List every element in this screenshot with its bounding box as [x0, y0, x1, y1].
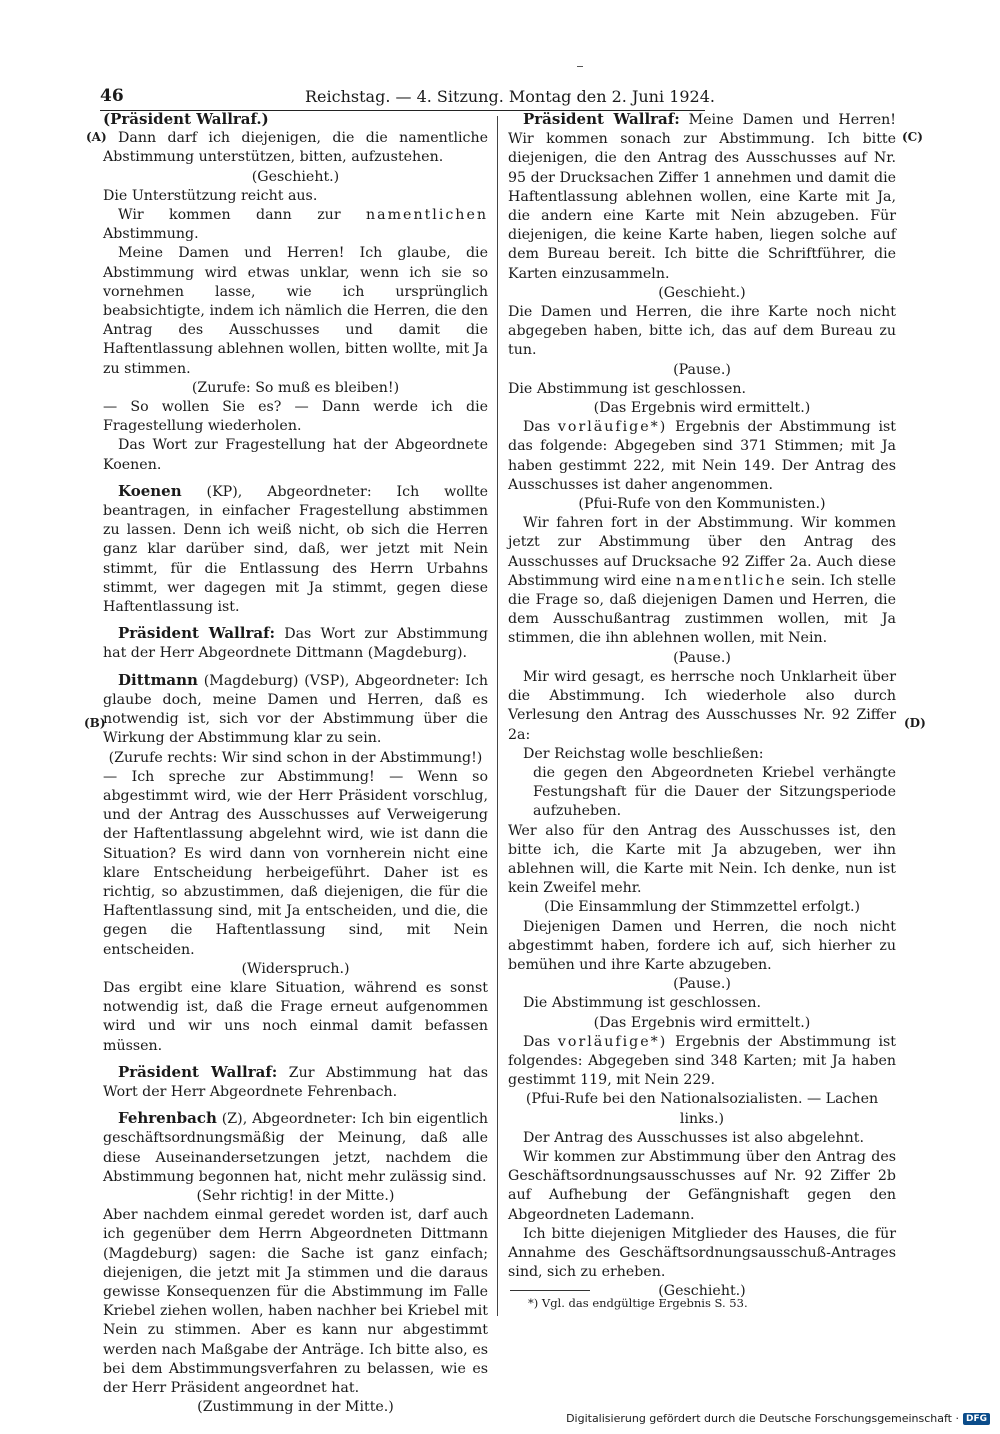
paragraph: Der Antrag des Ausschusses ist also abgelehnt.: [523, 1129, 864, 1146]
paragraph: — So wollen Sie es? — Dann werde ich die Fragestellung wiederholen.: [103, 399, 488, 435]
speech-fehrenbach: [103, 1109, 488, 1187]
paragraph: Aber nachdem einmal geredet worden ist, darf auch ich gegenüber dem Herrn Abgeordneten Dittmann (Magdeburg) sagen: die Sache ist ganz einfach; diejenigen, die jetzt mit Ja stimmen und die daraus gewisse Konsequenzen für die Abstimmung im Falle Kriebel ziehen wollen, haben nachher bei Kriebel mit Nein zu stimmen. Aber es kann nur abgestimmt werden nach Maßgabe der Anträge. Ich bitte also, es bei dem Abstimmungsverfahren zu belassen, wie es der Herr Präsident angeordnet hat.: [103, 1207, 488, 1396]
stage-direction: (Pause.): [673, 361, 731, 378]
margin-mark-c: (C): [902, 130, 923, 144]
stage-direction: (Das Ergebnis wird ermittelt.): [593, 400, 811, 417]
speech-text: (KP), Abgeordneter: Ich wollte beantragen, in einfacher Fragestellung abstimmen zu lassen. Denn ich weiß nicht, ob sich die Herren ganz klar darüber sind, daß, wer jetzt mit Nein stimmt, für die Entlassung des Herrn Urbahns stimmt, wer dagegen mit Ja stimmt, gegen diese Haftentlassung ist.: [103, 483, 488, 616]
paragraph: [508, 514, 896, 648]
text: Das: [523, 1033, 551, 1050]
speaker-name: Präsident Wallraf:: [118, 1062, 278, 1081]
margin-mark-d: (D): [904, 716, 926, 730]
speech-praesident: [103, 1063, 488, 1102]
page-number: 46: [100, 86, 124, 106]
paragraph: Die Damen und Herren, die ihre Karte noch nicht abgegeben haben, bitte ich, das auf dem Bureau zu tun.: [508, 304, 896, 359]
paragraph: [508, 1033, 896, 1091]
column-divider: [497, 116, 498, 1316]
page-header: [100, 84, 715, 111]
text: Wir fahren fort in der Abstimmung. Wir kommen jetzt zur Abstimmung über den Antrag des Ausschusses auf Drucksache 92 Ziffer 2a. Auch diese Abstimmung wird eine: [508, 515, 896, 589]
footnote: *) Vgl. das endgültige Ergebnis S. 53.: [528, 1296, 748, 1310]
running-head: Reichstag. — 4. Sitzung. Montag den 2. Juni 1924.: [305, 87, 715, 106]
margin-mark-a: (A): [86, 130, 107, 144]
stage-direction: (Geschieht.): [251, 168, 340, 185]
stage-direction: (Zurufe rechts: Wir sind schon in der Abstimmung!): [108, 749, 483, 766]
paragraph: Das ergibt eine klare Situation, während es sonst notwendig ist, daß die Frage erneut aufgenommen wird und wir uns noch einmal damit befassen müssen.: [103, 979, 488, 1054]
stage-direction: (Zustimmung in der Mitte.): [197, 1399, 394, 1416]
text: Wir kommen dann zur: [118, 207, 341, 224]
stage-direction: (Pause.): [673, 649, 731, 666]
text: sein. Ich stelle die Frage so, daß diejenigen Damen und Herren, die dem Ausschußantrag zustimmen wollen, mit Ja stimmen, die ihn ablehnen wollen, mit Nein.: [508, 572, 896, 647]
paragraph: Die Abstimmung ist geschlossen.: [523, 995, 761, 1012]
paragraph: Die Unterstützung reicht aus.: [103, 187, 318, 204]
paragraph: — Ich spreche zur Abstimmung! — Wenn so abgestimmt wird, wie der Herr Präsident vorschlug, und der Antrag des Ausschusses auf Verweigerung der Haftentlassung abgelehnt wird, wie ist dann die Situation? Es wird dann von vornherein nicht eine klare Entscheidung herbeigeführt. Daher ist es richtig, so abzustimmen, daß diejenigen, die für die Haftentlassung sind, mit Ja entscheiden, und die, die gegen die Haftentlassung sind, mit Nein entscheiden.: [103, 768, 488, 958]
paragraph: [103, 206, 488, 244]
text: Ergebnis der Abstimmung ist das folgende: Abgegeben sind 371 Stimmen; mit Ja haben gestimmt 222, mit Nein 149. Der Antrag des Ausschusses ist daher angenommen.: [508, 419, 897, 493]
stage-direction: (Pfui-Rufe bei den Nationalsozialisten. — Lachen links.): [525, 1091, 879, 1127]
left-column: [103, 110, 488, 1417]
paragraph: Das Wort zur Fragestellung hat der Abgeordnete Koenen.: [103, 437, 488, 473]
stage-direction: (Widerspruch.): [241, 960, 350, 977]
stage-direction: (Zurufe: So muß es bleiben!): [191, 379, 400, 396]
stage-direction: (Pfui-Rufe von den Kommunisten.): [578, 496, 826, 513]
credit-text: Digitalisierung gefördert durch die Deutsche Forschungsgemeinschaft ·: [566, 1412, 959, 1425]
stage-direction: (Sehr richtig! in der Mitte.): [196, 1187, 395, 1204]
emphasis: vorläufige*): [557, 419, 668, 436]
speech-text: Das Wort zur Abstimmung hat der Herr Abgeordnete Dittmann (Magdeburg).: [103, 626, 488, 662]
speaker-name: Dittmann: [118, 670, 198, 689]
paragraph: Mir wird gesagt, es herrsche noch Unklarheit über die Abstimmung. Ich wiederhole also durch Verlesung den Antrag des Ausschusses Nr. 92 Ziffer 2a:: [508, 668, 896, 743]
right-column: [508, 110, 896, 1302]
speech-praesident: [508, 110, 896, 284]
speech-dittmann: [103, 671, 488, 749]
continued-speaker: (Präsident Wallraf.): [103, 110, 269, 128]
digitization-credit: [566, 1412, 990, 1425]
speaker-name: Präsident Wallraf:: [523, 110, 680, 128]
paragraph: Wer also für den Antrag des Ausschusses ist, den bitte ich, die Karte mit Ja abzugeben, wer ihn ablehnen will, die Karte mit Nein. Ich denke, nun ist kein Zweifel mehr.: [508, 822, 896, 897]
text: Ergebnis der Abstimmung ist folgendes: Abgegeben sind 348 Karten; mit Ja haben gestimmt 119, mit Nein 229.: [508, 1033, 897, 1089]
emphasis: namentliche: [675, 572, 787, 589]
stage-direction: (Die Einsammlung der Stimmzettel erfolgt.): [543, 899, 861, 916]
paragraph: Meine Damen und Herren! Ich glaube, die Abstimmung wird etwas unklar, wenn ich sie so vornehmen lasse, wie ich ursprünglich beabsichtigte, indem ich nämlich die Herren, die den Antrag des Ausschusses und damit die Haftentlassung ablehnen wollen, bitten wollte, mit Ja zu stimmen.: [103, 245, 488, 377]
paragraph: Wir kommen zur Abstimmung über den Antrag des Geschäftsordnungsausschusses auf Nr. 92 Ziffer 2b auf Aufhebung der Gefängnishaft gegen den Abgeordneten Lademann.: [508, 1148, 896, 1223]
dfg-logo: DFG: [963, 1413, 990, 1425]
print-mark: [577, 66, 583, 67]
margin-mark-b: (B): [84, 716, 106, 730]
speech-koenen: [103, 482, 488, 617]
stage-direction: (Das Ergebnis wird ermittelt.): [593, 1014, 811, 1031]
speech-praesident: [103, 624, 488, 663]
speech-text: (Magdeburg) (VSP), Abgeordneter: Ich glaube doch, meine Damen und Herren, daß es notwendig ist, sich vor der Abstimmung über die Wirkung der Abstimmung klar zu sein.: [103, 672, 488, 747]
paragraph: Die Abstimmung ist geschlossen.: [508, 380, 746, 397]
paragraph: [508, 418, 896, 495]
quoted-motion: die gegen den Abgeordneten Kriebel verhängte Festungshaft für die Dauer der Sitzungsperiode aufzuheben.: [533, 764, 896, 820]
paragraph: Der Reichstag wolle beschließen:: [523, 745, 764, 762]
speech-text: Zur Abstimmung hat das Wort der Herr Abgeordnete Fehrenbach.: [103, 1064, 488, 1100]
text: Das: [523, 419, 551, 436]
speech-text: (Z), Abgeordneter: Ich bin eigentlich geschäftsordnungsmäßig der Meinung, daß alle diese Auseinandersetzungen jetzt, nachdem die Abstimmung begonnen hat, nicht mehr zulässig sind.: [103, 1111, 488, 1185]
stage-direction: (Geschieht.): [658, 1283, 746, 1300]
footnote-rule: [510, 1290, 590, 1291]
paragraph: Diejenigen Damen und Herren, die noch nicht abgestimmt haben, fordere ich auf, sich hierher zu bemühen und ihre Karte abzugeben.: [508, 918, 896, 973]
speech-text: Meine Damen und Herren! Wir kommen sonach zur Abstimmung. Ich bitte diejenigen, die den Antrag des Ausschusses auf Nr. 95 der Drucksachen Ziffer 1 annehmen und damit die Haftentlassung ablehnen wollen, eine Karte mit Ja, die andern eine Karte mit Nein abzugeben. Für diejenigen, die keine Karte haben, liegen solche auf dem Bureau bereit. Ich bitte die Schriftführer, die Karten einzusammeln.: [508, 112, 896, 282]
paragraph: Ich bitte diejenigen Mitglieder des Hauses, die für Annahme des Geschäftsordnungsausschuß-Antrages sind, sich zu erheben.: [508, 1225, 896, 1281]
text: Abstimmung.: [103, 226, 199, 243]
stage-direction: (Geschieht.): [658, 284, 746, 301]
stage-direction: (Pause.): [673, 976, 731, 993]
emphasis: namentlichen: [366, 207, 488, 224]
speaker-name: Präsident Wallraf:: [118, 624, 276, 643]
paragraph: Dann darf ich diejenigen, die die namentliche Abstimmung unterstützen, bitten, aufzustehen.: [103, 130, 488, 166]
speaker-name: Koenen: [118, 481, 182, 500]
speaker-name: Fehrenbach: [118, 1109, 217, 1128]
emphasis: vorläufige*): [557, 1033, 668, 1050]
